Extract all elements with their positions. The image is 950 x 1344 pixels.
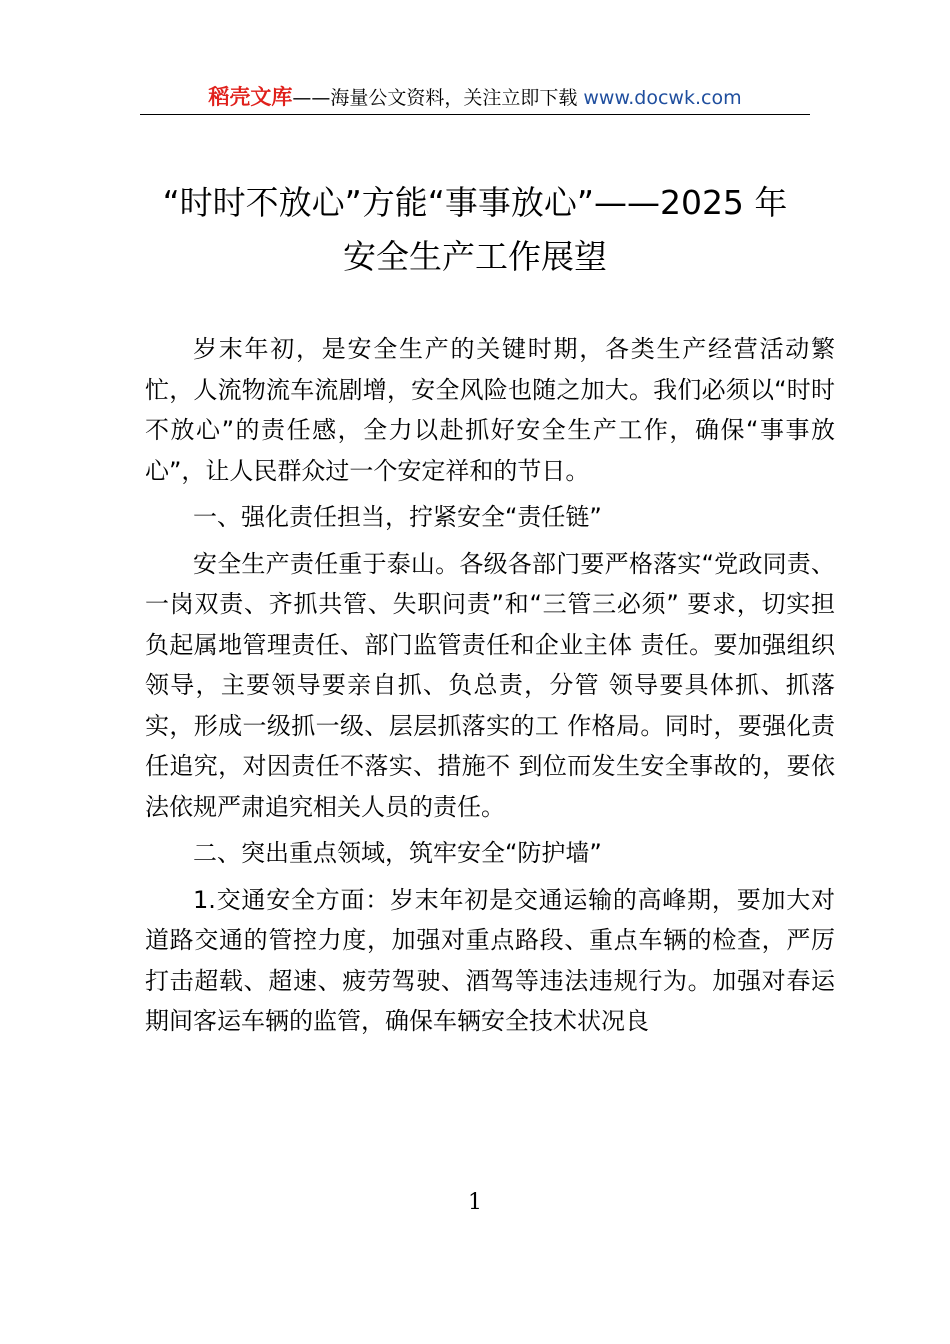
title-line-1: “时时不放心”方能“事事放心”——2025 年 xyxy=(162,183,788,222)
document-body xyxy=(145,329,835,1042)
section-1-heading: 一、强化责任担当，拧紧安全“责任链” xyxy=(193,503,602,531)
header-divider xyxy=(140,114,810,115)
brand-name: 稻壳文库 xyxy=(208,85,293,109)
header-slogan: ——海量公文资料，关注立即下载 xyxy=(292,87,578,109)
page-number: 1 xyxy=(468,1190,482,1215)
document-header xyxy=(140,82,810,114)
section-1-paragraph: 安全生产责任重于泰山。各级各部门要严格落实“党政同责、一岗双责、齐抓共管、失职问责”和“三管三必须” 要求，切实担负起属地管理责任、部门监管责任和企业主体 责任。要加强组织领导，主要领导要亲自抓、负总责，分管 领导要具体抓、抓落实，形成一级抓一级、层层抓落实的工 作格局。同时，要强化责任追究，对因责任不落实、措施不 到位而发生安全事故的，要依法依规严肃追究相关人员的责任。 xyxy=(145,549,835,821)
document-title xyxy=(100,176,850,284)
title-line-2: 安全生产工作展望 xyxy=(343,237,607,276)
site-link[interactable]: www.docwk.com xyxy=(583,87,742,109)
section-2-heading: 二、突出重点领域，筑牢安全“防护墙” xyxy=(193,839,602,867)
section-2-item-1: 1.交通安全方面：岁末年初是交通运输的高峰期，要加大对道路交通的管控力度，加强对重点路段、重点车辆的检查，严厉打击超载、超速、疲劳驾驶、酒驾等违法违规行为。加强对春运期间客运车辆的监管，确保车辆安全技术状况良 xyxy=(145,885,835,1035)
intro-paragraph: 岁末年初，是安全生产的关键时期，各类生产经营活动繁忙，人流物流车流剧增，安全风险也随之加大。我们必须以“时时不放心”的责任感，全力以赴抓好安全生产工作，确保“事事放心”，让人民群众过一个安定祥和的节日。 xyxy=(145,335,835,485)
